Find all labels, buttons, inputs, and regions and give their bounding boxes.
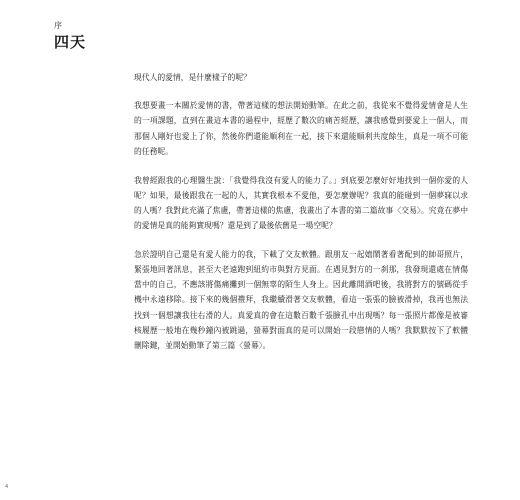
paragraph-1: 我想要畫一本關於愛情的書，帶著這樣的想法開始動筆。在此之前，我從來不覺得愛情會是人生的一項課題，直到在畫這本書的過程中，經歷了數次的痛苦經歷，讓我感覺到要愛上一個人，而那個人剛好也愛上了你，然後你們還能順利在一起，接下來還能順利共度餘生，真是一項不可能的任務呢。 — [134, 101, 468, 156]
paragraph-3: 急於證明自己還是有愛人能力的我，下載了交友軟體。跟朋友一起嬉鬧著看著配到的帥哥照片，緊張地回著訊息，甚至大老遠跑到紐約市與對方見面。在遇見對方的一刹那，我發現還處在情傷當中的自己，不應該將傷痛攤到一個無辜的陌生人身上。因此離開酒吧後，我將對方的號碼從手機中永遠移除。接下來的幾個禮拜，我繼續滑著交友軟體，看這一張張的臉被滑掉，我再也無法找到一個想讓我往右滑的人。真愛真的會在這數百數千張臉孔中出現嗎？每一張照片都像是被審核履歷一般地在幾秒鐘內被跳過，螢幕對面真的是可以開始一段戀情的人嗎？我默默按下了軟體刪除鍵，並開始動筆了第三篇〈螢幕〉。 — [134, 249, 468, 351]
paragraph-question: 現代人的愛情，是什麼樣子的呢？ — [134, 73, 251, 82]
paragraph-2: 我曾經跟我的心理醫生說：「我覺得我沒有愛人的能力了。」到底要怎麼好好地找到一個你愛的人呢？如果，最後跟我在一起的人，其實我根本不愛他，要怎麼辦呢？我真的能碰到一個夢寐以求的人嗎？我對此充滿了焦慮，帶著這樣的焦慮，我畫出了本書的第二篇故事〈交易〉。究竟在夢中的愛情是真的能夠實現嗎？還是到了最後依舊是一場空呢？ — [134, 175, 468, 231]
body-text — [134, 70, 468, 367]
page-number: 4 — [5, 484, 9, 490]
chapter-title: 四天 — [54, 33, 87, 51]
section-label: 序 — [54, 21, 62, 30]
